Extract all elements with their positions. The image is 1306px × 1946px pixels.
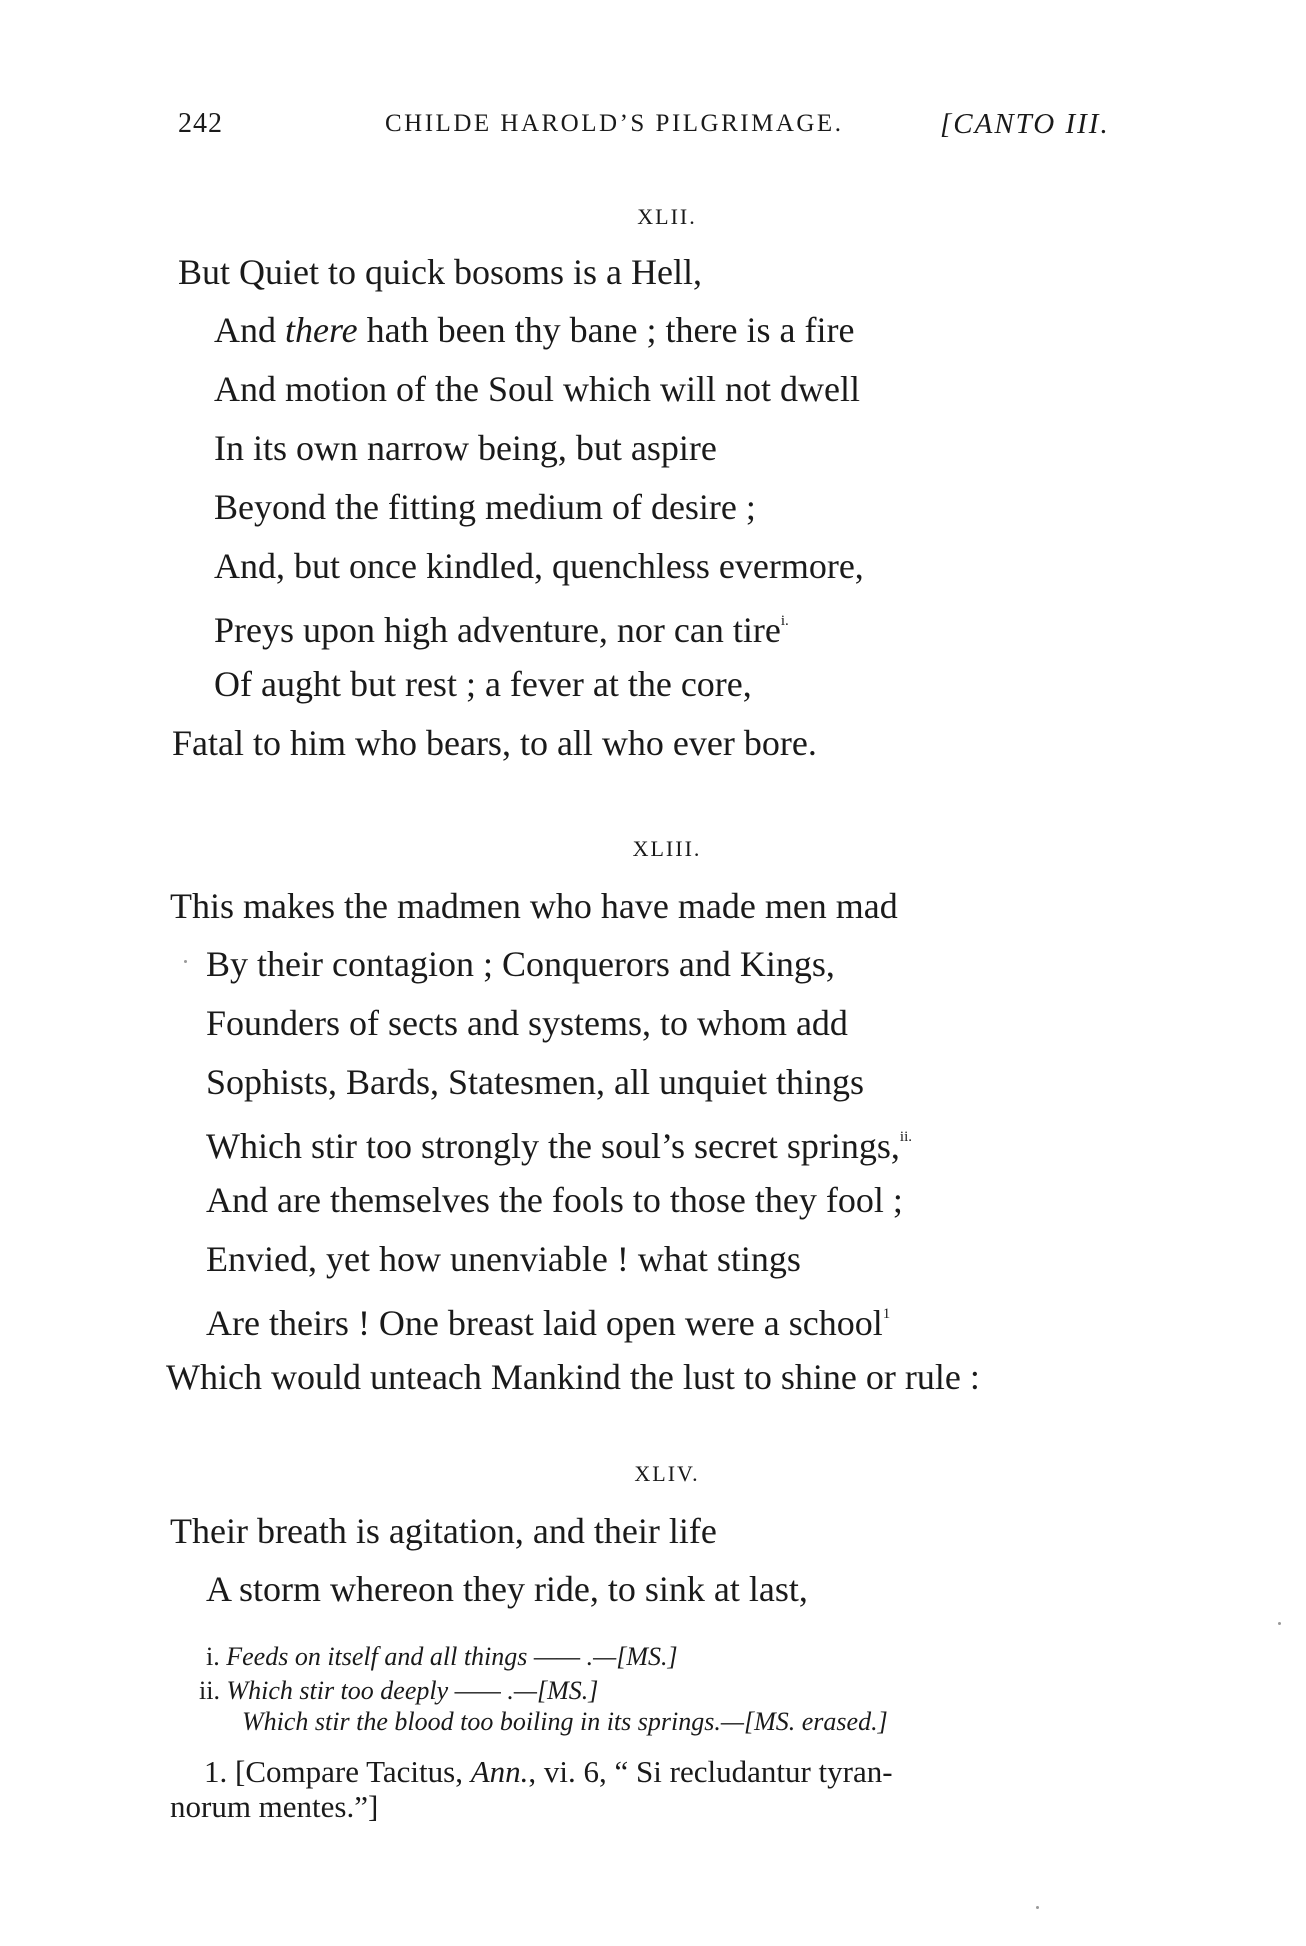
running-header <box>0 108 1306 148</box>
footnote-marker: 1 <box>882 1306 891 1322</box>
footnote-marker: ii. <box>899 1129 913 1145</box>
verse-line: Which stir too strongly the soul’s secret springs,$^{ii.}$ <box>206 1126 913 1166</box>
variant-footnote: ii. Which stir too deeply —— .—[MS.] <box>199 1676 599 1705</box>
verse-line: Preys upon high adventure, nor can tire$^{i.}$ <box>214 610 789 650</box>
verse-line: A storm whereon they ride, to sink at last, <box>206 1569 808 1609</box>
verse-line: Are theirs ! One breast laid open were a school$^1$ <box>206 1303 891 1343</box>
verse-line: By their contagion ; Conquerors and Kings, <box>206 944 835 984</box>
variant-footnote: Which stir the blood too boiling in its springs.—[MS. erased.] <box>242 1707 888 1736</box>
verse-line: And, but once kindled, quenchless evermore, <box>214 546 864 586</box>
stanza-number: XLIII. <box>632 836 702 861</box>
verse-line: And there hath been thy bane ; there is a fire <box>214 310 855 350</box>
verse-line: This makes the madmen who have made men mad <box>170 886 898 926</box>
page-number: 242 <box>178 108 223 139</box>
variant-footnote: i. Feeds on itself and all things —— .—[MS.] <box>206 1642 678 1671</box>
canto-label: [CANTO III. <box>940 108 1110 140</box>
paper-speck <box>1278 1622 1281 1625</box>
footnote-marker: i. <box>780 613 789 629</box>
verse-line: Sophists, Bards, Statesmen, all unquiet things <box>206 1062 864 1102</box>
verse-line: Founders of sects and systems, to whom add <box>206 1003 848 1043</box>
paper-speck <box>184 960 187 963</box>
paper-speck <box>1036 1906 1039 1909</box>
stanza-number: XLII. <box>637 204 697 229</box>
verse-line: Beyond the fitting medium of desire ; <box>214 487 756 527</box>
verse-line: But Quiet to quick bosoms is a Hell, <box>178 252 702 292</box>
verse-line: Envied, yet how unenviable ! what stings <box>206 1239 801 1279</box>
verse-line: Their breath is agitation, and their life <box>170 1511 717 1551</box>
running-title: CHILDE HAROLD’S PILGRIMAGE. <box>385 110 844 137</box>
verse-line: And motion of the Soul which will not dwell <box>214 369 860 409</box>
verse-line: Fatal to him who bears, to all who ever bore. <box>172 723 817 763</box>
editorial-footnote: 1. [Compare Tacitus, Ann., vi. 6, “ Si recludantur tyran- <box>204 1754 893 1789</box>
verse-line: And are themselves the fools to those they fool ; <box>206 1180 903 1220</box>
verse-line: Which would unteach Mankind the lust to shine or rule : <box>166 1357 980 1397</box>
editorial-footnote-continuation: norum mentes.”] <box>170 1789 379 1824</box>
verse-line: In its own narrow being, but aspire <box>214 428 717 468</box>
stanza-number: XLIV. <box>634 1461 700 1486</box>
verse-line: Of aught but rest ; a fever at the core, <box>214 664 752 704</box>
